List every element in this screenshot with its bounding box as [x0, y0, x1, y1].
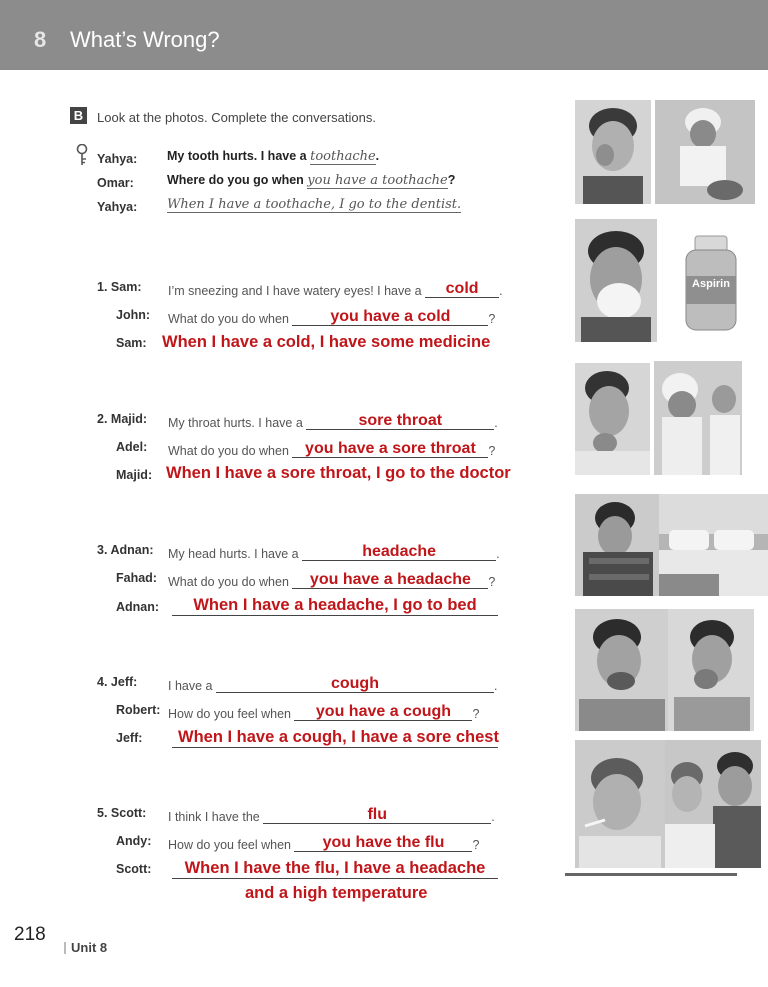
item-2-answer-3: When I have a sore throat, I go to the doctor [166, 464, 511, 482]
photo-coughing-man-1 [575, 609, 668, 731]
photo-coughing-man-2 [668, 609, 754, 731]
example-speaker-1: Yahya: [97, 152, 138, 166]
footer-divider [64, 942, 66, 954]
item-3-speaker-3: Adnan: [116, 600, 160, 614]
item-4-speaker-2: Robert: [116, 703, 161, 717]
item-5-number: 5. [97, 806, 108, 820]
item-1-line-1-text: I’m sneezing and I have watery eyes! I have a [168, 284, 422, 298]
photo-boy-thermometer [575, 740, 665, 868]
example-speaker-2: Omar: [97, 176, 134, 190]
item-2-line-1-end: . [494, 416, 498, 430]
item-5-answer-1: flu [367, 806, 387, 823]
example-line-2-text: Where do you go when [167, 173, 304, 187]
example-line-3 [167, 197, 461, 212]
item-5-label [97, 806, 146, 820]
item-2-line-2-end: ? [488, 444, 496, 458]
item-5-speaker-1: Scott: [110, 806, 147, 820]
item-3-line-1 [168, 543, 500, 561]
item-4-number: 4. [97, 675, 108, 689]
item-4-line-1 [168, 675, 497, 693]
page-number: 218 [14, 924, 46, 945]
item-1-speaker-1: Sam: [110, 280, 142, 294]
item-1-line-1-end: . [499, 284, 503, 298]
item-1-speaker-3: Sam: [116, 336, 147, 350]
item-1-speaker-2: John: [116, 308, 151, 322]
photo-doctor-examining [654, 361, 742, 475]
section-letter-badge: B [70, 107, 87, 124]
example-speaker-3: Yahya: [97, 200, 138, 214]
item-3-answer-1: headache [362, 543, 437, 560]
item-4-line-2-end: ? [472, 707, 480, 721]
item-4-line-1-text: I have a [168, 679, 213, 693]
item-2-line-2 [168, 440, 495, 458]
photo-sneezing-man [575, 219, 657, 342]
item-4-speaker-1: Jeff: [110, 675, 138, 689]
item-2-speaker-2: Adel: [116, 440, 148, 454]
photo-dentist [655, 100, 755, 204]
item-1-number: 1. [97, 280, 108, 294]
item-5-line-2-text: How do you feel when [168, 838, 291, 852]
item-5-line-1 [168, 806, 495, 824]
item-4-answer-3: When I have a cough, I have a sore chest [178, 728, 499, 746]
item-1-label [97, 280, 142, 294]
item-4-answer-3-blank [172, 728, 498, 748]
example-line-1 [167, 149, 379, 164]
item-1-line-2 [168, 308, 495, 326]
unit-number: 8 [34, 27, 47, 52]
item-3-line-1-text: My head hurts. I have a [168, 547, 299, 561]
unit-title: What’s Wrong? [70, 27, 220, 52]
item-5-line-1-text: I think I have the [168, 810, 260, 824]
item-5-speaker-3: Scott: [116, 862, 152, 876]
key-icon [76, 144, 90, 166]
item-2-answer-2: you have a sore throat [305, 440, 476, 457]
photo-headache-man [575, 494, 659, 596]
item-3-line-2-text: What do you do when [168, 575, 289, 589]
item-5-answer-2: you have the flu [322, 834, 445, 851]
photo-sore-throat-man [575, 363, 650, 475]
item-3-line-1-end: . [496, 547, 500, 561]
item-3-speaker-2: Fahad: [116, 571, 157, 585]
item-1-line-1 [168, 280, 503, 298]
footer-unit-label: Unit 8 [71, 940, 108, 955]
item-3-answer-3: When I have a headache, I go to bed [193, 596, 477, 614]
item-5-answer-3-blank [172, 859, 498, 879]
item-4-line-2 [168, 703, 479, 721]
item-1-answer-3: When I have a cold, I have some medicine [162, 333, 491, 351]
item-5-answer-3-continued: and a high temperature [245, 884, 428, 902]
example-answer-1: toothache [310, 149, 376, 164]
item-5-line-2 [168, 834, 479, 852]
photo-strip-bottom-edge [565, 873, 737, 876]
section-instruction: Look at the photos. Complete the conversations. [97, 110, 376, 125]
item-1-answer-2: you have a cold [330, 308, 451, 325]
item-2-speaker-1: Majid: [110, 412, 148, 426]
item-3-line-2-end: ? [488, 575, 496, 589]
item-3-number: 3. [97, 543, 108, 557]
item-4-line-1-end: . [493, 679, 498, 693]
item-2-line-2-text: What do you do when [168, 444, 289, 458]
aspirin-label: Aspirin [692, 278, 730, 290]
item-3-answer-2: you have a headache [309, 571, 471, 588]
item-4-answer-1: cough [330, 675, 379, 692]
item-4-line-2-text: How do you feel when [168, 707, 291, 721]
item-5-answer-3: When I have the flu, I have a headache [184, 859, 486, 877]
example-answer-3: When I have a toothache, I go to the dentist. [167, 197, 462, 212]
photo-father-sick-boy [665, 740, 761, 868]
item-5-line-2-end: ? [472, 838, 480, 852]
item-2-answer-1: sore throat [358, 412, 443, 429]
photo-aspirin-bottle [681, 234, 741, 334]
item-4-speaker-3: Jeff: [116, 731, 143, 745]
item-3-answer-3-blank [172, 596, 498, 616]
example-line-2-end: ? [447, 173, 456, 187]
item-2-speaker-3: Majid: [116, 468, 153, 482]
photo-toothache-boy [575, 100, 651, 204]
item-1-answer-1: cold [445, 280, 479, 297]
item-4-answer-2: you have a cough [315, 703, 452, 720]
example-line-1-end: . [375, 149, 380, 163]
item-4-label [97, 675, 137, 689]
example-answer-2: you have a toothache [307, 173, 448, 188]
item-5-speaker-2: Andy: [116, 834, 152, 848]
item-2-line-1-text: My throat hurts. I have a [168, 416, 303, 430]
item-2-number: 2. [97, 412, 108, 426]
item-2-label [97, 412, 147, 426]
item-3-line-2 [168, 571, 495, 589]
item-5-line-1-end: . [491, 810, 495, 824]
item-3-speaker-1: Adnan: [110, 543, 154, 557]
example-line-2 [167, 173, 455, 188]
example-line-1-text: My tooth hurts. I have a [167, 149, 307, 163]
item-1-line-2-end: ? [488, 312, 496, 326]
photo-bed [659, 494, 768, 596]
item-2-line-1 [168, 412, 498, 430]
item-1-line-2-text: What do you do when [168, 312, 289, 326]
item-3-label [97, 543, 154, 557]
